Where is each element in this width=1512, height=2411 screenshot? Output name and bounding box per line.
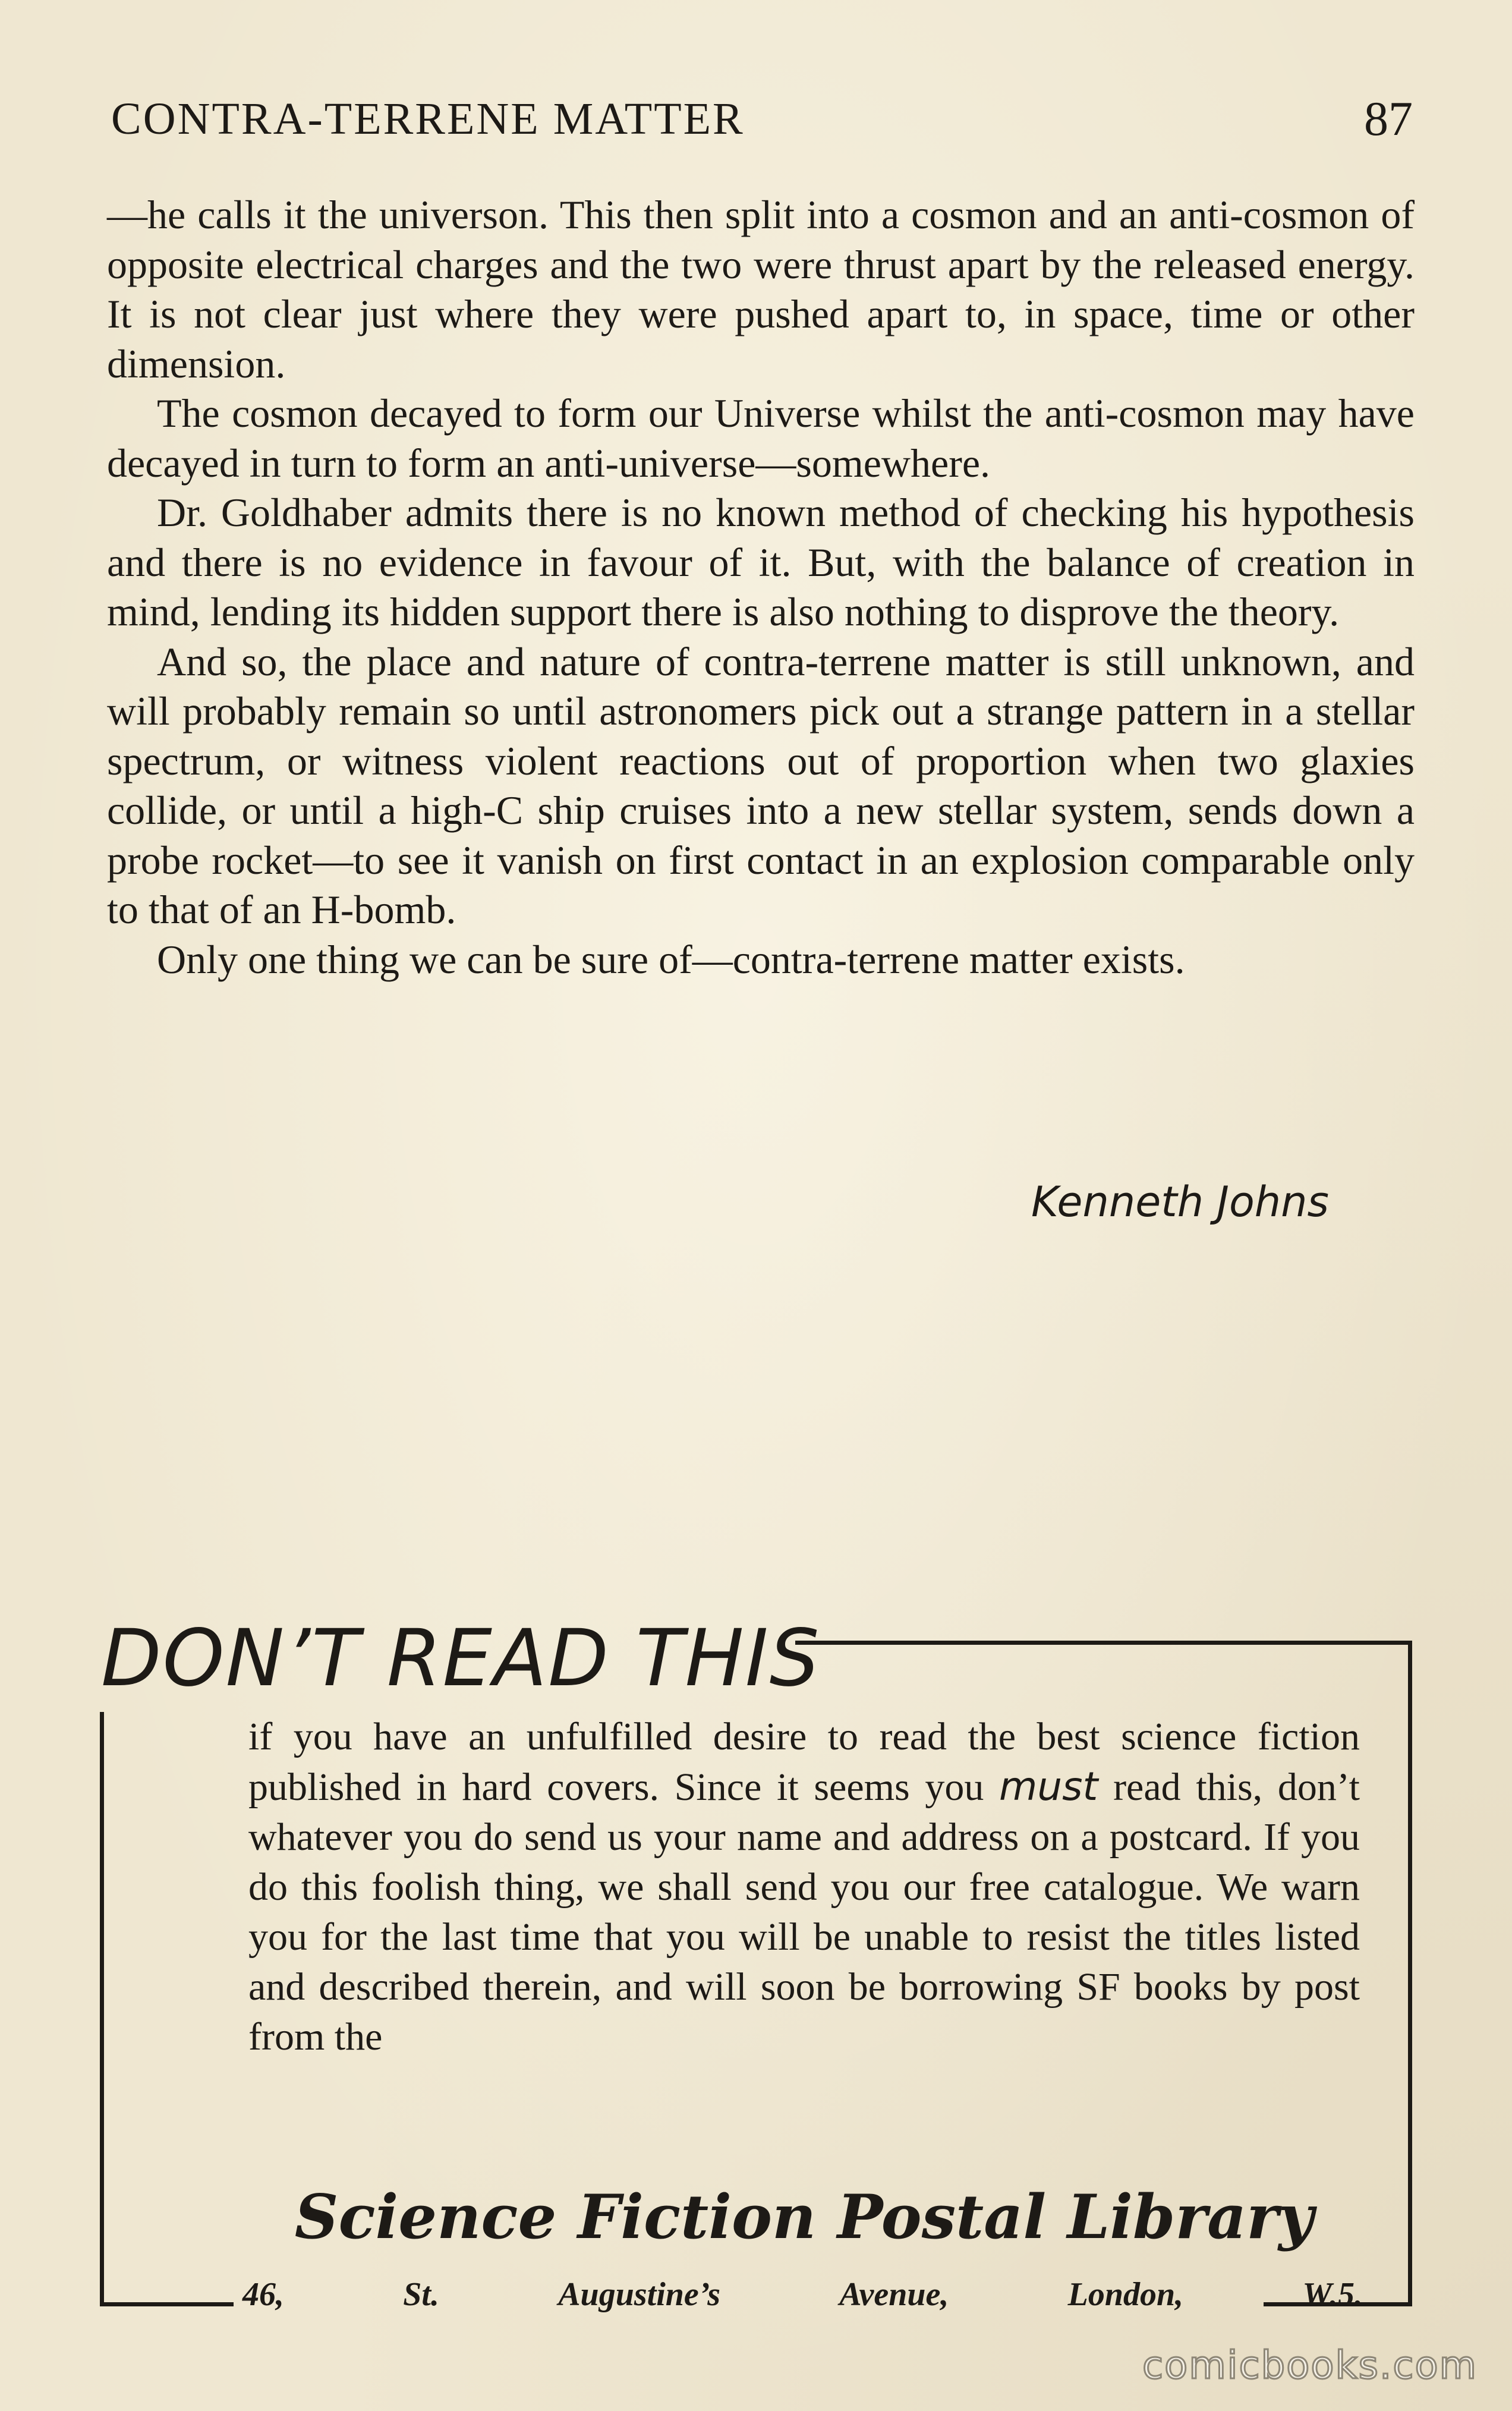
ad-frame-top-border (795, 1641, 1412, 1645)
address-part: Avenue, (839, 2276, 949, 2313)
address-part: 46, (242, 2276, 284, 2313)
ad-bottom-rule-left (100, 2302, 234, 2306)
article-paragraph: —he calls it the universon. This then split into a cosmon and an anti-cosmon of opposite electrical charges and the two were thrust apart by the released energy. It is not clear just where they were pushed apart to, in space, time or other dimension. (107, 192, 1415, 386)
running-title: CONTRA-TERRENE MATTER (111, 94, 745, 144)
ad-text-part: if you have an unfulfilled desire to read the best science fiction published in hard covers. Since it seems you (248, 1715, 1360, 1809)
article-paragraph: And so, the place and nature of contra-terrene matter is still unknown, and will probably remain so until astronomers pick out a strange pattern in a stellar spectrum, or witness violent reactions out of proportion when two glaxies collide, or until a high-C ship cruises into a new stellar system, sends down a probe rocket—to see it vanish on first contact in an explosion comparable only to that of an H-bomb. (107, 638, 1415, 932)
address-part: St. (403, 2276, 439, 2313)
watermark: comicbooks.com (1142, 2344, 1478, 2388)
address-part: W.5. (1302, 2276, 1363, 2313)
article-paragraph: The cosmon decayed to form our Universe whilst the anti-cosmon may have decayed in turn to form an anti-universe—somewhere. (107, 391, 1415, 486)
article-paragraph: Dr. Goldhaber admits there is no known method of checking his hypothesis and there is no evidence in favour of it. But, with the balance of creation in mind, lending its hidden support there is also nothing to disprove the theory. (107, 490, 1415, 634)
ad-heading: DON’T READ THIS (101, 1613, 821, 1704)
address-part: London, (1067, 2276, 1184, 2313)
ad-frame-left-border (100, 1712, 104, 2306)
page-header (111, 89, 1413, 155)
address-part: Augustine’s (558, 2276, 721, 2313)
ad-body-text (248, 1712, 1360, 2062)
ad-emphasis: must (999, 1764, 1098, 1809)
library-name: Science Fiction Postal Library (294, 2182, 1314, 2253)
advertisement-box (100, 1613, 1412, 2313)
library-address (242, 2274, 1363, 2315)
page-number: 87 (1364, 92, 1413, 146)
article-paragraph: Only one thing we can be sure of—contra-terrene matter exists. (157, 936, 1185, 982)
article-body (107, 190, 1415, 984)
author-byline: Kenneth Johns (1031, 1178, 1330, 1226)
ad-text-part: read this, don’t whatever you do send us your name and address on a postcard. If you do this foolish thing, we shall send you our free catalogue. We warn you for the last time that you will be unable to resist the titles listed and described therein, and will soon be borrowing SF books by post from the (248, 1765, 1360, 2059)
ad-frame-right-border (1408, 1641, 1412, 2306)
